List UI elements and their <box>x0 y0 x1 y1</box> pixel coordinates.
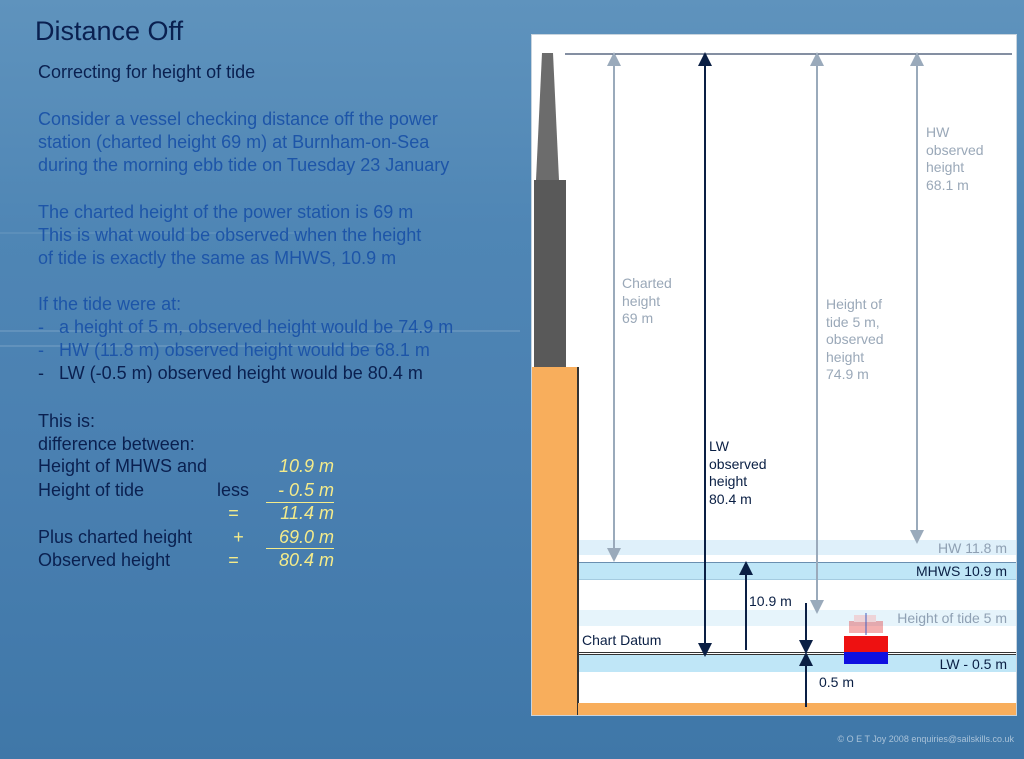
calc-sum: 11.4 m <box>280 503 334 523</box>
calc-tide-label: Height of tide <box>38 480 145 500</box>
calc-plus-label: Plus charted height <box>38 527 193 547</box>
vessel-hull <box>844 652 888 664</box>
calc-observed-label: Observed height <box>38 550 171 570</box>
tide-list-intro: If the tide were at: <box>38 294 182 314</box>
tide-list-item: - HW (11.8 m) observed height would be 68.1 m <box>38 340 430 360</box>
tide-list-item-highlighted: - LW (-0.5 m) observed height would be 80.4 m <box>38 363 423 383</box>
hw-observed-label: HW observed height 68.1 m <box>926 124 984 193</box>
calc-equals: = <box>228 503 239 523</box>
chart-datum-label: Chart Datum <box>582 632 662 648</box>
intro-line: during the morning ebb tide on Tuesday 23 January <box>38 155 450 175</box>
copyright-notice: © O E T Joy 2008 enquiries@sailskills.co.uk <box>837 734 1014 744</box>
chimney <box>536 53 559 180</box>
calc-result: 80.4 m <box>278 550 334 570</box>
intro-line: station (charted height 69 m) at Burnham-on-Sea <box>38 132 430 152</box>
calc-mhws-label: Height of MHWS and <box>38 456 208 476</box>
calc-equals: = <box>228 550 239 570</box>
charted-height-label: Charted height 69 m <box>622 275 672 326</box>
charted-line: The charted height of the power station is 69 m <box>38 202 414 222</box>
tide5-level-label: Height of tide 5 m <box>897 610 1007 626</box>
mhws-level-label: MHWS 10.9 m <box>915 563 1007 579</box>
calc-difference: difference between: <box>38 434 195 454</box>
tide-list-item: - a height of 5 m, observed height would be 74.9 m <box>38 317 454 337</box>
calc-underline <box>266 548 334 549</box>
hw-level-label: HW 11.8 m <box>938 540 1007 556</box>
calc-mhws-value: 10.9 m <box>278 456 334 476</box>
intro-paragraph <box>38 108 449 177</box>
slide-subtitle: Correcting for height of tide <box>38 62 256 82</box>
power-station-building <box>534 180 566 367</box>
charted-paragraph <box>38 201 421 270</box>
lw-offset-label: 0.5 m <box>819 674 855 690</box>
calc-this-is: This is: <box>38 411 96 431</box>
charted-line: This is what would be observed when the height <box>38 225 422 245</box>
mhws-offset-label: 10.9 m <box>749 593 792 609</box>
tide-diagram <box>531 34 1017 716</box>
calc-tide-value: - 0.5 m <box>277 480 334 500</box>
intro-line: Consider a vessel checking distance off the power <box>38 109 438 129</box>
tide-list <box>38 293 453 385</box>
calc-charted-value: 69.0 m <box>278 527 334 547</box>
vessel-cabin <box>844 636 888 652</box>
tide5-observed-label: Height of tide 5 m, observed height 74.9 m <box>826 296 884 382</box>
slide-title: Distance Off <box>35 16 184 46</box>
charted-line: of tide is exactly the same as MHWS, 10.9 m <box>38 248 397 268</box>
calc-plus: + <box>233 527 244 547</box>
calc-heading <box>38 410 195 456</box>
lw-observed-label: LW observed height 80.4 m <box>709 438 767 507</box>
lw-level-label: LW - 0.5 m <box>939 656 1007 672</box>
calc-less: less <box>217 480 250 500</box>
